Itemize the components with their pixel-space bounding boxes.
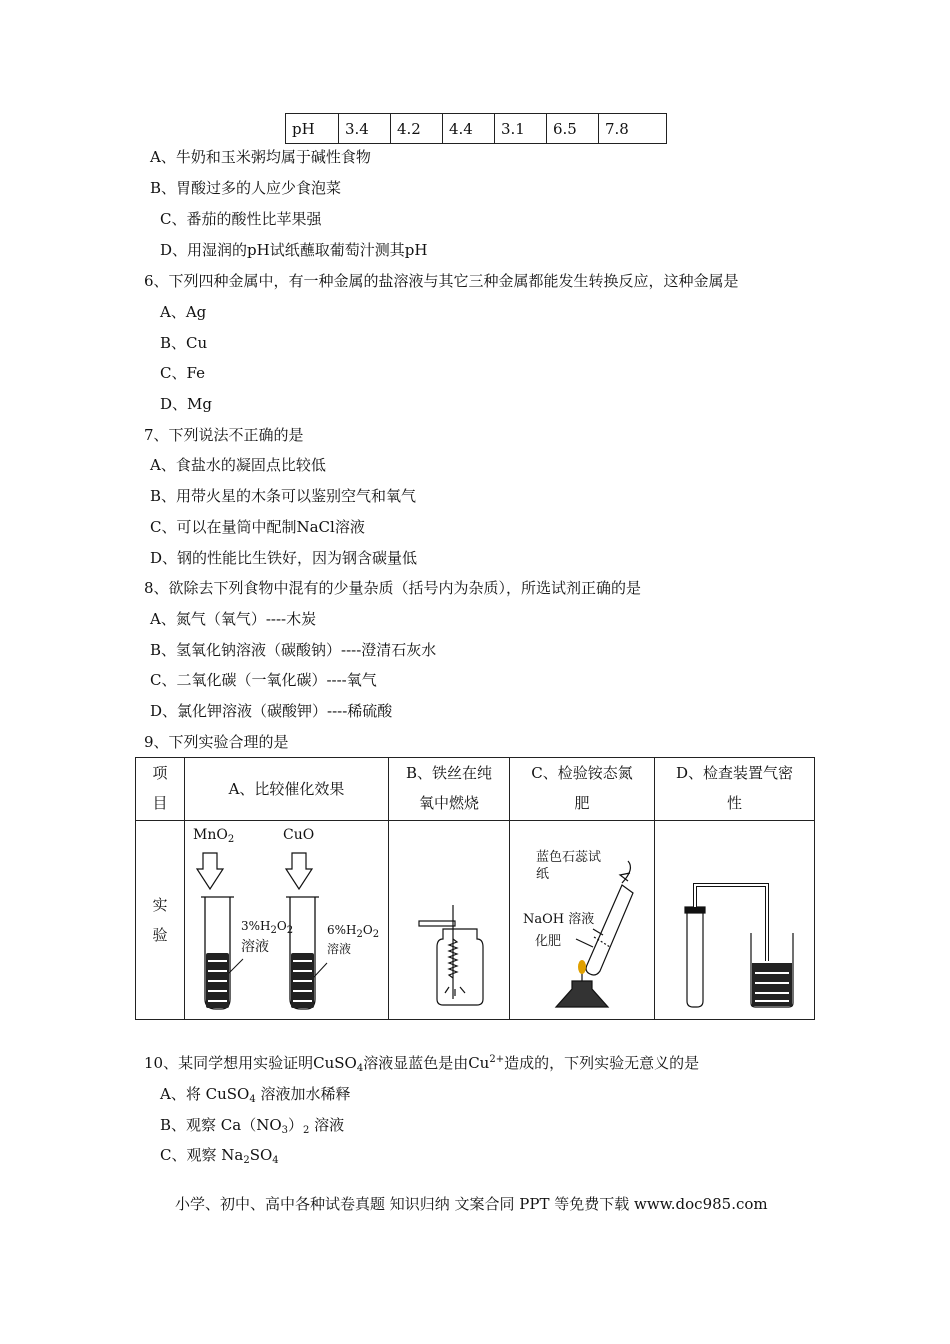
header-item-line2: 目 xyxy=(152,794,168,812)
ph-cell: 4.2 xyxy=(391,114,443,144)
header-c xyxy=(510,758,655,821)
right-solution-label: $6\%H_2O_2$ 溶液 xyxy=(327,923,380,956)
q9-stem: 9、下列实验合理的是 xyxy=(144,733,289,751)
bottle-icon xyxy=(437,929,483,1005)
q8-option-b: B、氢氧化钠溶液（碳酸钠）----澄清石灰水 xyxy=(150,641,437,659)
q8-option-d: D、氯化钾溶液（碳酸钾）----稀硫酸 xyxy=(150,702,393,720)
arrow-icon xyxy=(197,853,312,889)
diagram-c-cell xyxy=(510,821,655,1020)
header-b-line2: 氧中燃烧 xyxy=(418,794,479,812)
header-d-line1: D、检查装置气密 xyxy=(675,764,794,782)
q5-option-b: B、胃酸过多的人应少食泡菜 xyxy=(150,179,342,197)
q8-option-a: A、氮气（氧气）----木炭 xyxy=(150,610,317,628)
reagent-label: NaOH 溶液 化肥 xyxy=(523,912,595,949)
q6-option-a: A、Ag xyxy=(160,303,207,321)
q6-option-b: B、Cu xyxy=(160,334,208,352)
page-footer: 小学、初中、高中各种试卷真题 知识归纳 文案合同 PPT 等免费下载 www.doc985.com xyxy=(175,1195,768,1213)
diagram-b-cell xyxy=(389,821,510,1020)
row-label xyxy=(136,821,185,1020)
stopper xyxy=(685,907,705,913)
mno2-label: MnO$_2$ xyxy=(193,827,235,845)
ph-row xyxy=(286,114,667,144)
diagram-a-cell xyxy=(185,821,389,1020)
tilted-tube-icon xyxy=(586,885,633,975)
header-a: A、比较催化效果 xyxy=(185,758,389,821)
q7-stem: 7、下列说法不正确的是 xyxy=(144,426,304,444)
bottle-lid xyxy=(419,921,455,926)
airtightness-diagram xyxy=(655,821,814,1019)
left-solution-label: $3\%H_2O_2$ 溶液 xyxy=(241,919,294,955)
row-label-line2: 验 xyxy=(152,926,168,944)
q5-option-c: C、番茄的酸性比苹果强 xyxy=(160,210,322,228)
q8-option-c: C、二氧化碳（一氧化碳）----氧气 xyxy=(150,671,377,689)
header-c-line1: C、检验铵态氮 xyxy=(531,764,633,782)
row-label-line1: 实 xyxy=(152,896,168,914)
header-d-line2: 性 xyxy=(726,794,742,812)
q10-stem: 10、某同学想用实验证明CuSO$_4$溶液显蓝色是由$Cu^{2+}$造成的，下列实验无意义的是 xyxy=(144,1054,700,1074)
diagram-d-cell xyxy=(655,821,815,1020)
q6-stem: 6、下列四种金属中，有一种金属的盐溶液与其它三种金属都能发生转换反应，这种金属是 xyxy=(144,272,739,290)
test-tubes-diagram xyxy=(185,821,388,1019)
header-b-line1: B、铁丝在纯 xyxy=(405,764,493,782)
header-d xyxy=(655,758,815,821)
ph-cell: 7.8 xyxy=(599,114,667,144)
q9-experiment-row xyxy=(136,821,815,1020)
ph-cell: 3.4 xyxy=(339,114,391,144)
q5-option-a: A、牛奶和玉米粥均属于碱性食物 xyxy=(150,148,371,166)
q6-option-c: C、Fe xyxy=(160,364,205,382)
litmus-diagram xyxy=(510,821,654,1019)
iron-wire-bottle-diagram xyxy=(389,821,509,1019)
q9-header-row xyxy=(136,758,815,821)
ph-cell: pH xyxy=(286,114,339,144)
q7-option-a: A、食盐水的凝固点比较低 xyxy=(150,456,326,474)
q9-table xyxy=(135,757,815,1020)
cuo-label: CuO xyxy=(283,827,315,843)
water-fill xyxy=(752,963,792,1006)
header-b xyxy=(389,758,510,821)
alcohol-lamp-icon xyxy=(556,981,608,1007)
q10-option-a: A、将 CuSO$_4$ 溶液加水稀释 xyxy=(160,1085,351,1105)
header-item-line1: 项 xyxy=(152,764,168,782)
q8-stem: 8、欲除去下列食物中混有的少量杂质（括号内为杂质），所选试剂正确的是 xyxy=(144,579,642,597)
test-tube-icon xyxy=(687,911,703,1007)
q6-option-d: D、Mg xyxy=(160,395,212,413)
q7-option-b: B、用带火星的木条可以鉴别空气和氧气 xyxy=(150,487,417,505)
ph-cell: 6.5 xyxy=(547,114,599,144)
q10-option-b: B、观察 $Ca(NO_3)_2$ 溶液 xyxy=(160,1116,345,1136)
ph-cell: 3.1 xyxy=(495,114,547,144)
litmus-label: 蓝色石蕊试 纸 xyxy=(536,850,602,882)
header-c-line2: 肥 xyxy=(574,794,590,812)
flame-icon xyxy=(578,960,586,974)
ph-table xyxy=(285,113,667,144)
q7-option-d: D、钢的性能比生铁好，因为钢含碳量低 xyxy=(150,549,418,567)
q5-option-d: D、用湿润的pH试纸蘸取葡萄汁测其pH xyxy=(160,241,428,259)
q7-option-c: C、可以在量筒中配制NaCl溶液 xyxy=(150,518,365,536)
ph-cell: 4.4 xyxy=(443,114,495,144)
q10-option-c: C、观察 $Na_2SO_4$ xyxy=(160,1146,279,1166)
header-item xyxy=(136,758,185,821)
